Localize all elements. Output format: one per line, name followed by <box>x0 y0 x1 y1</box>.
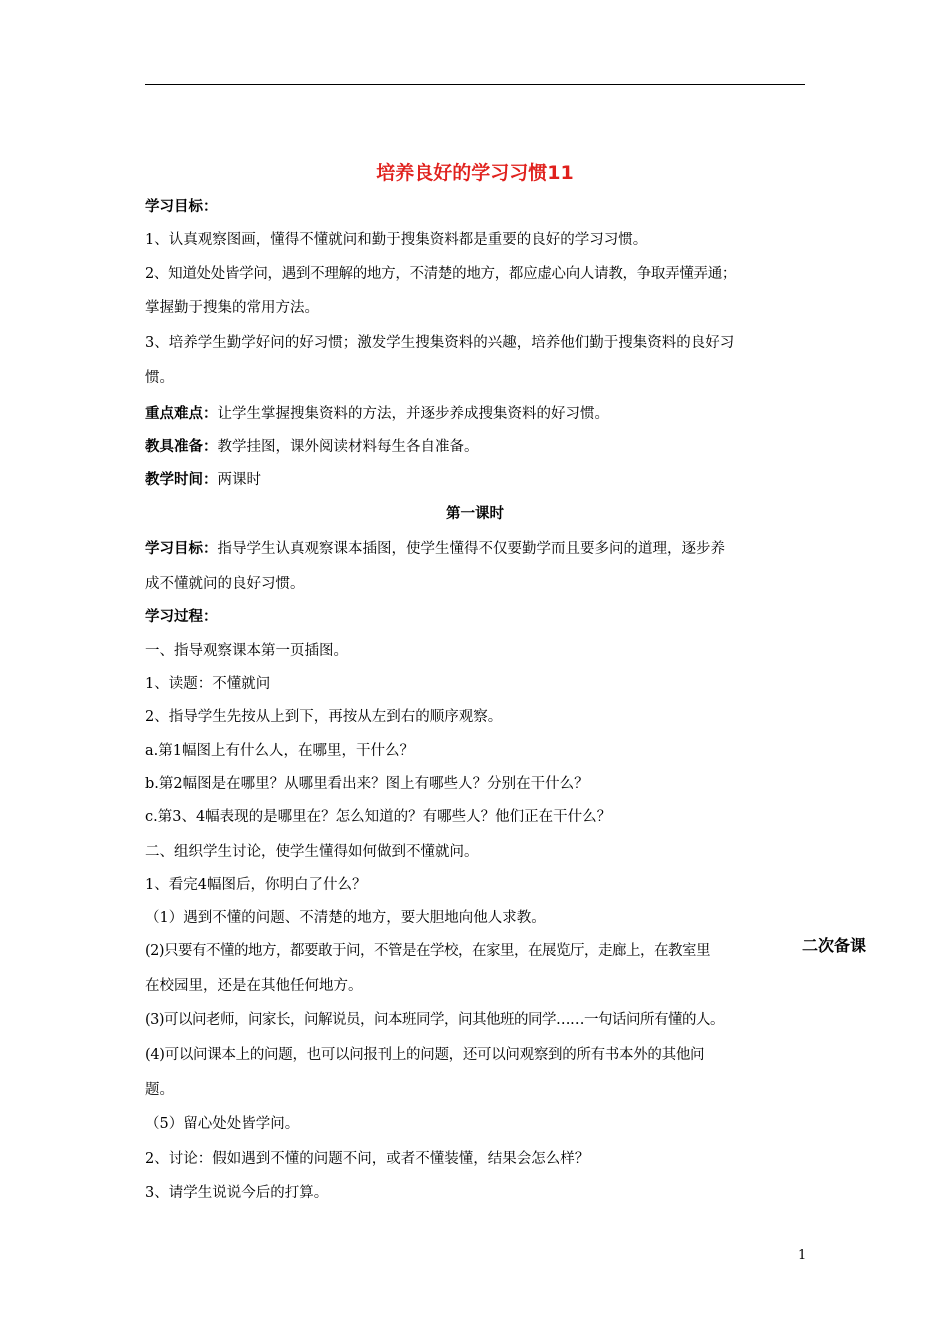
goal-1: 1、认真观察图画，懂得不懂就问和勤于搜集资料都是重要的良好的学习习惯。 <box>145 232 648 248</box>
process-line: （1）遇到不懂的问题、不清楚的地方，要大胆地向他人求教。 <box>145 910 546 926</box>
process-line: 二、组织学生讨论，使学生懂得如何做到不懂就问。 <box>145 844 479 860</box>
lesson-goal-a <box>145 539 725 559</box>
process-line: (4)可以问课本上的问题，也可以问报刊上的问题，还可以问观察到的所有书本外的其他问 <box>145 1047 705 1063</box>
teaching-tools <box>145 437 479 457</box>
process-line: 2、指导学生先按从上到下，再按从左到右的顺序观察。 <box>145 709 503 725</box>
process-heading: 学习过程： <box>145 609 218 625</box>
process-line: 3、请学生说说今后的打算。 <box>145 1185 329 1201</box>
lesson-goal-b: 成不懂就问的良好习惯。 <box>145 576 305 592</box>
process-line: 题。 <box>145 1082 174 1098</box>
teaching-tools-label: 教具准备： <box>145 439 218 455</box>
process-line: 一、指导观察课本第一页插图。 <box>145 643 348 659</box>
goals-heading: 学习目标： <box>145 199 218 215</box>
lesson-goal-label: 学习目标： <box>145 541 218 557</box>
key-points-label: 重点难点： <box>145 406 218 422</box>
teaching-time-label: 教学时间： <box>145 472 218 488</box>
key-points <box>145 404 609 424</box>
process-line: 2、讨论：假如遇到不懂的问题不问，或者不懂装懂，结果会怎么样？ <box>145 1151 590 1167</box>
lesson-goal-text: 指导学生认真观察课本插图，使学生懂得不仅要勤学而且要多问的道理，逐步养 <box>217 541 725 557</box>
page-number: 1 <box>798 1248 807 1263</box>
header-rule <box>145 84 805 85</box>
teaching-tools-text: 教学挂图，课外阅读材料每生各自准备。 <box>217 439 479 455</box>
process-line: (3)可以问老师，问家长，问解说员，问本班同学，问其他班的同学……一句话问所有懂的人。 <box>145 1012 725 1028</box>
process-line: (2)只要有不懂的地方，都要敢于问，不管是在学校，在家里，在展览厅，走廊上，在教室里 <box>145 943 711 959</box>
goal-3a: 3、培养学生勤学好问的好习惯；激发学生搜集资料的兴趣，培养他们勤于搜集资料的良好习 <box>145 335 735 351</box>
lesson-1-heading: 第一课时 <box>446 506 504 522</box>
teaching-time-text: 两课时 <box>217 472 261 488</box>
process-line: 在校园里，还是在其他任何地方。 <box>145 978 363 994</box>
process-line: 1、看完4幅图后，你明白了什么？ <box>145 877 367 893</box>
side-note: 二次备课 <box>802 936 867 955</box>
process-line: 1、读题：不懂就问 <box>145 676 271 692</box>
goal-2b: 掌握勤于搜集的常用方法。 <box>145 300 319 316</box>
process-line: b.第2幅图是在哪里？从哪里看出来？图上有哪些人？分别在干什么？ <box>145 776 589 792</box>
teaching-time <box>145 470 261 490</box>
document-title: 培养良好的学习习惯11 <box>376 162 574 184</box>
process-line: （5）留心处处皆学问。 <box>145 1116 300 1132</box>
process-line: c.第3、4幅表现的是哪里在？怎么知道的？有哪些人？他们正在干什么？ <box>145 809 612 825</box>
goal-3b: 惯。 <box>145 370 174 386</box>
key-points-text: 让学生掌握搜集资料的方法，并逐步养成搜集资料的好习惯。 <box>217 406 609 422</box>
process-line: a.第1幅图上有什么人，在哪里，干什么？ <box>145 743 414 759</box>
goal-2a: 2、知道处处皆学问，遇到不理解的地方，不清楚的地方，都应虚心向人请教，争取弄懂弄通； <box>145 266 737 282</box>
